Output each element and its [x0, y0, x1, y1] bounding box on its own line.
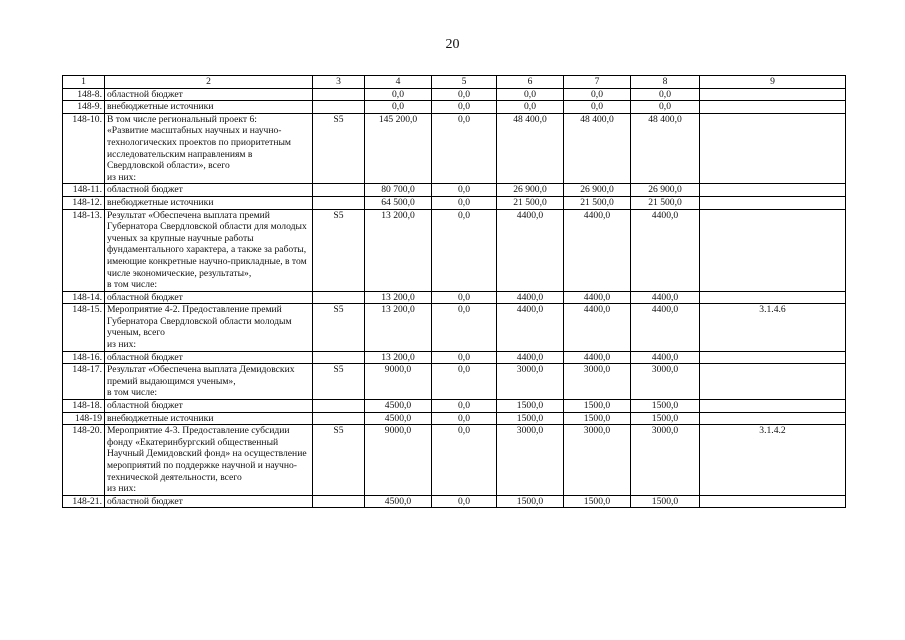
- row-number: 148-20.: [63, 425, 105, 496]
- value-col-8: 0,0: [631, 88, 700, 101]
- value-col-8: 1500,0: [631, 495, 700, 508]
- table-row: [63, 184, 846, 197]
- row-reference: [700, 400, 846, 413]
- row-number: 148-12.: [63, 196, 105, 209]
- value-col-6: 4400,0: [497, 209, 564, 291]
- row-reference: 3.1.4.6: [700, 304, 846, 351]
- table-row: [63, 209, 846, 291]
- row-code: S5: [313, 304, 365, 351]
- row-description: В том числе региональный проект 6: «Развитие масштабных научных и научно-технологических проектов по приоритетным исследовательским направлениям в Свердловской области», всего из них:: [105, 113, 313, 184]
- row-description: областной бюджет: [105, 88, 313, 101]
- row-reference: [700, 412, 846, 425]
- value-col-7: 26 900,0: [564, 184, 631, 197]
- row-description: областной бюджет: [105, 291, 313, 304]
- value-col-5: 0,0: [432, 113, 497, 184]
- value-col-6: 1500,0: [497, 412, 564, 425]
- value-col-7: 1500,0: [564, 400, 631, 413]
- value-col-4: 64 500,0: [365, 196, 432, 209]
- value-col-6: 4400,0: [497, 304, 564, 351]
- row-reference: [700, 88, 846, 101]
- value-col-7: 0,0: [564, 88, 631, 101]
- value-col-5: 0,0: [432, 101, 497, 114]
- row-reference: [700, 101, 846, 114]
- row-description: областной бюджет: [105, 351, 313, 364]
- row-number: 148-18.: [63, 400, 105, 413]
- value-col-6: 3000,0: [497, 425, 564, 496]
- table-row: [63, 113, 846, 184]
- table-row: [63, 495, 846, 508]
- column-header: 2: [105, 76, 313, 89]
- value-col-7: 4400,0: [564, 304, 631, 351]
- value-col-8: 0,0: [631, 101, 700, 114]
- value-col-6: 21 500,0: [497, 196, 564, 209]
- table-row: [63, 88, 846, 101]
- row-code: [313, 196, 365, 209]
- row-description: Мероприятие 4-2. Предоставление премий Губернатора Свердловской области молодым ученым, всего из них:: [105, 304, 313, 351]
- row-number: 148-11.: [63, 184, 105, 197]
- value-col-6: 0,0: [497, 88, 564, 101]
- value-col-6: 48 400,0: [497, 113, 564, 184]
- column-header: 9: [700, 76, 846, 89]
- row-description: областной бюджет: [105, 495, 313, 508]
- table-row: [63, 291, 846, 304]
- table-row: [63, 304, 846, 351]
- value-col-5: 0,0: [432, 400, 497, 413]
- value-col-6: 26 900,0: [497, 184, 564, 197]
- value-col-5: 0,0: [432, 196, 497, 209]
- value-col-4: 13 200,0: [365, 291, 432, 304]
- value-col-8: 3000,0: [631, 364, 700, 400]
- row-number: 148-17.: [63, 364, 105, 400]
- row-code: S5: [313, 209, 365, 291]
- value-col-8: 21 500,0: [631, 196, 700, 209]
- row-reference: [700, 113, 846, 184]
- row-number: 148-19: [63, 412, 105, 425]
- value-col-4: 4500,0: [365, 495, 432, 508]
- value-col-8: 4400,0: [631, 304, 700, 351]
- table-row: [63, 101, 846, 114]
- row-code: [313, 412, 365, 425]
- row-number: 148-14.: [63, 291, 105, 304]
- table-row: [63, 412, 846, 425]
- value-col-8: 4400,0: [631, 209, 700, 291]
- value-col-5: 0,0: [432, 209, 497, 291]
- row-reference: [700, 291, 846, 304]
- value-col-8: 1500,0: [631, 412, 700, 425]
- value-col-6: 3000,0: [497, 364, 564, 400]
- column-header: 7: [564, 76, 631, 89]
- value-col-8: 1500,0: [631, 400, 700, 413]
- row-code: [313, 495, 365, 508]
- value-col-6: 1500,0: [497, 400, 564, 413]
- row-description: внебюджетные источники: [105, 412, 313, 425]
- value-col-5: 0,0: [432, 425, 497, 496]
- value-col-5: 0,0: [432, 351, 497, 364]
- value-col-4: 145 200,0: [365, 113, 432, 184]
- value-col-6: 0,0: [497, 101, 564, 114]
- column-header: 1: [63, 76, 105, 89]
- row-number: 148-16.: [63, 351, 105, 364]
- row-reference: [700, 196, 846, 209]
- value-col-7: 4400,0: [564, 291, 631, 304]
- value-col-7: 4400,0: [564, 209, 631, 291]
- value-col-5: 0,0: [432, 304, 497, 351]
- column-header: 4: [365, 76, 432, 89]
- row-reference: 3.1.4.2: [700, 425, 846, 496]
- value-col-4: 9000,0: [365, 364, 432, 400]
- row-code: S5: [313, 364, 365, 400]
- value-col-5: 0,0: [432, 364, 497, 400]
- value-col-5: 0,0: [432, 495, 497, 508]
- value-col-4: 9000,0: [365, 425, 432, 496]
- row-code: [313, 88, 365, 101]
- row-number: 148-10.: [63, 113, 105, 184]
- row-number: 148-15.: [63, 304, 105, 351]
- row-description: областной бюджет: [105, 184, 313, 197]
- row-number: 148-8.: [63, 88, 105, 101]
- value-col-7: 3000,0: [564, 425, 631, 496]
- budget-table: [62, 75, 846, 508]
- value-col-4: 13 200,0: [365, 209, 432, 291]
- header-row: [63, 76, 846, 89]
- column-header: 3: [313, 76, 365, 89]
- value-col-7: 48 400,0: [564, 113, 631, 184]
- row-code: S5: [313, 113, 365, 184]
- column-header: 8: [631, 76, 700, 89]
- value-col-6: 1500,0: [497, 495, 564, 508]
- row-description: Мероприятие 4-3. Предоставление субсидии фонду «Екатеринбургский общественный Научный Демидовский фонд» на осуществление мероприятий по поддержке научной и научно-технической деятельности, всего из них:: [105, 425, 313, 496]
- row-description: внебюджетные источники: [105, 196, 313, 209]
- row-number: 148-13.: [63, 209, 105, 291]
- value-col-4: 4500,0: [365, 412, 432, 425]
- row-reference: [700, 184, 846, 197]
- row-number: 148-9.: [63, 101, 105, 114]
- value-col-6: 4400,0: [497, 351, 564, 364]
- row-code: [313, 184, 365, 197]
- value-col-4: 4500,0: [365, 400, 432, 413]
- value-col-6: 4400,0: [497, 291, 564, 304]
- value-col-8: 48 400,0: [631, 113, 700, 184]
- row-code: [313, 101, 365, 114]
- value-col-4: 13 200,0: [365, 304, 432, 351]
- row-reference: [700, 495, 846, 508]
- value-col-4: 0,0: [365, 101, 432, 114]
- column-header: 5: [432, 76, 497, 89]
- value-col-7: 1500,0: [564, 412, 631, 425]
- row-code: [313, 400, 365, 413]
- row-code: [313, 351, 365, 364]
- row-description: внебюджетные источники: [105, 101, 313, 114]
- row-reference: [700, 351, 846, 364]
- value-col-7: 21 500,0: [564, 196, 631, 209]
- value-col-8: 26 900,0: [631, 184, 700, 197]
- value-col-5: 0,0: [432, 291, 497, 304]
- table-row: [63, 351, 846, 364]
- row-description: Результат «Обеспечена выплата премий Губернатора Свердловской области для молодых ученых за крупные научные работы фундаментального характера, а также за работы, имеющие конкретные научно-прикладные, в том числе экономические, результаты», в том числе:: [105, 209, 313, 291]
- value-col-7: 0,0: [564, 101, 631, 114]
- table-row: [63, 400, 846, 413]
- value-col-7: 4400,0: [564, 351, 631, 364]
- table-row: [63, 196, 846, 209]
- value-col-5: 0,0: [432, 412, 497, 425]
- row-number: 148-21.: [63, 495, 105, 508]
- value-col-5: 0,0: [432, 88, 497, 101]
- value-col-4: 0,0: [365, 88, 432, 101]
- row-description: областной бюджет: [105, 400, 313, 413]
- value-col-7: 1500,0: [564, 495, 631, 508]
- value-col-5: 0,0: [432, 184, 497, 197]
- value-col-4: 80 700,0: [365, 184, 432, 197]
- value-col-8: 3000,0: [631, 425, 700, 496]
- table-body: [63, 88, 846, 508]
- table-row: [63, 425, 846, 496]
- row-description: Результат «Обеспечена выплата Демидовских премий выдающимся ученым», в том числе:: [105, 364, 313, 400]
- row-code: [313, 291, 365, 304]
- row-reference: [700, 364, 846, 400]
- value-col-8: 4400,0: [631, 291, 700, 304]
- row-reference: [700, 209, 846, 291]
- value-col-7: 3000,0: [564, 364, 631, 400]
- page-number: 20: [445, 37, 460, 52]
- value-col-4: 13 200,0: [365, 351, 432, 364]
- column-header: 6: [497, 76, 564, 89]
- value-col-8: 4400,0: [631, 351, 700, 364]
- row-code: S5: [313, 425, 365, 496]
- table-row: [63, 364, 846, 400]
